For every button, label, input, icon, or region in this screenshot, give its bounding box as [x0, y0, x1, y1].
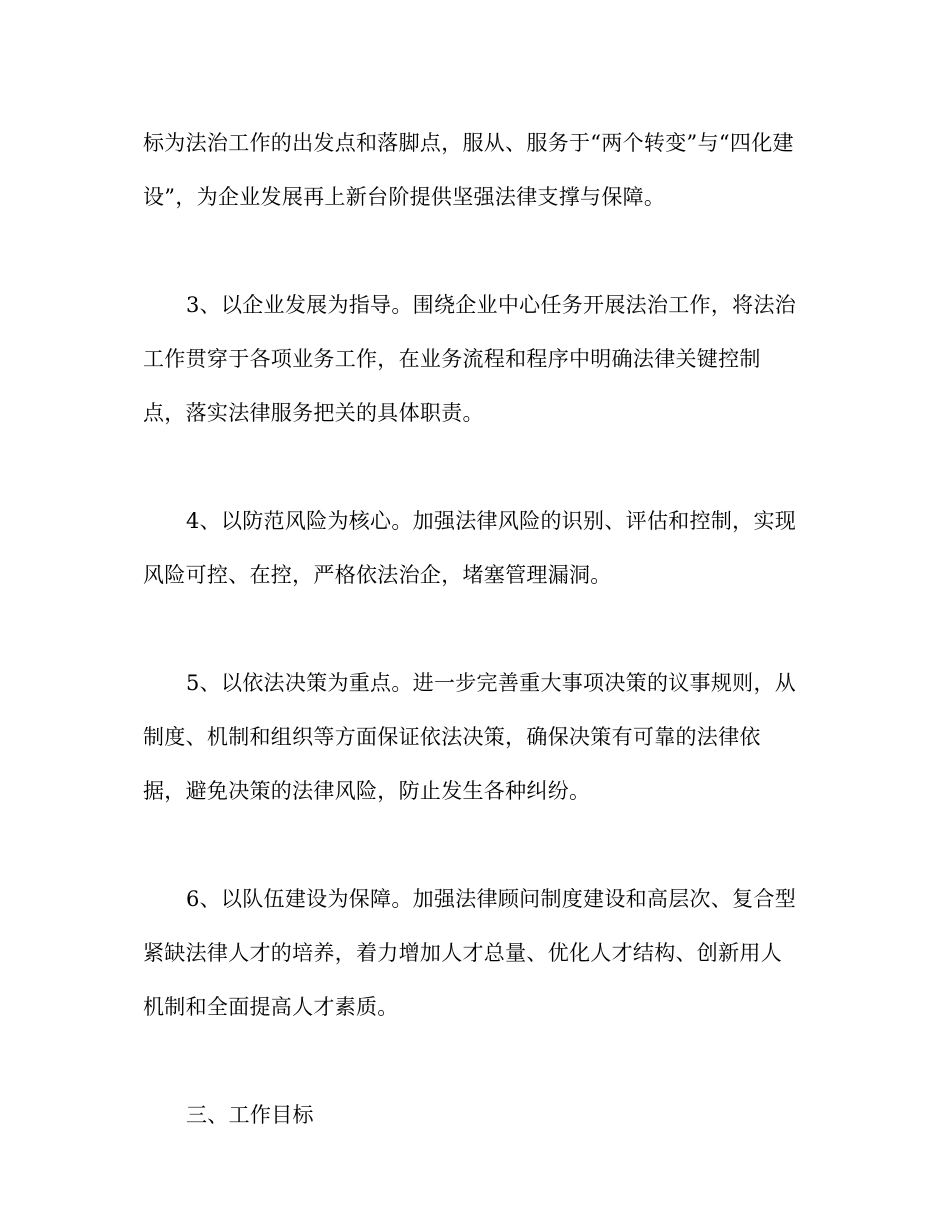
paragraph-gap: [143, 224, 813, 278]
paragraph-item-6: [143, 872, 813, 1034]
paragraph-item-3: [143, 278, 813, 440]
text-line: 制度、机制和组织等方面保证依法决策，确保决策有可靠的法律依: [143, 725, 761, 749]
section-heading: [143, 1088, 813, 1142]
text-line: 据，避免决策的法律风险，防止发生各种纠纷。: [143, 779, 591, 803]
text-line: 机制和全面提高人才素质。: [143, 995, 399, 1019]
paragraph-continuation: [143, 116, 813, 224]
paragraph-gap: [143, 440, 813, 494]
paragraph-gap: [143, 818, 813, 872]
paragraph-item-5: [143, 656, 813, 818]
text-line: 5、以依法决策为重点。进一步完善重大事项决策的议事规则，从: [186, 671, 797, 695]
text-line: 点，落实法律服务把关的具体职责。: [143, 401, 484, 425]
paragraph-item-4: [143, 494, 813, 602]
paragraph-gap: [143, 1034, 813, 1088]
document-body: [143, 116, 813, 1142]
text-line: 4、以防范风险为核心。加强法律风险的识别、评估和控制，实现: [186, 509, 797, 533]
heading-text: 三、工作目标: [186, 1103, 314, 1127]
text-line: 风险可控、在控，严格依法治企，堵塞管理漏洞。: [143, 563, 612, 587]
text-line: 工作贯穿于各项业务工作，在业务流程和程序中明确法律关键控制: [143, 347, 761, 371]
paragraph-gap: [143, 602, 813, 656]
text-line: 3、以企业发展为指导。围绕企业中心任务开展法治工作，将法治: [186, 293, 797, 317]
text-line: 标为法治工作的出发点和落脚点，服从、服务于“两个转变”与“四化建: [143, 131, 794, 155]
text-line: 设”，为企业发展再上新台阶提供坚强法律支撑与保障。: [143, 185, 666, 209]
text-line: 6、以队伍建设为保障。加强法律顾问制度建设和高层次、复合型: [186, 887, 797, 911]
text-line: 紧缺法律人才的培养，着力增加人才总量、优化人才结构、创新用人: [143, 941, 782, 965]
